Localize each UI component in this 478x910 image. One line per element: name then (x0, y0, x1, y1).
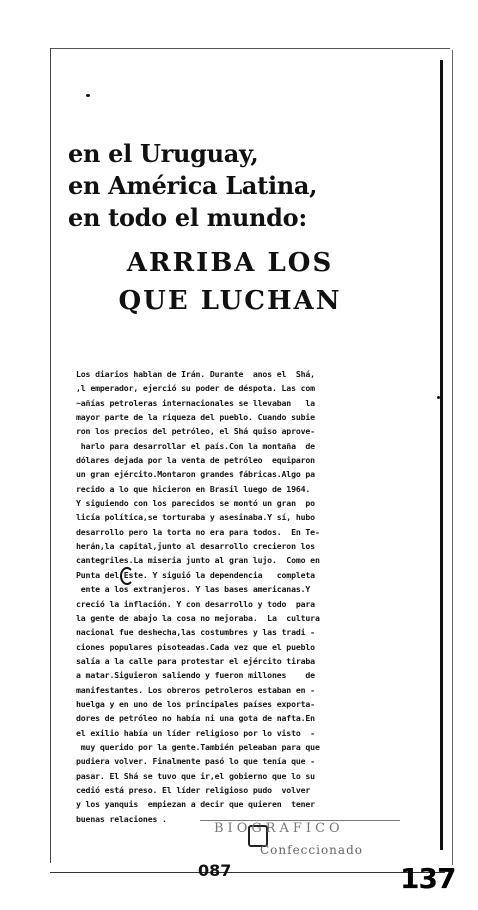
body-line: licía política,se torturaba y asesinaba.Y sí, hubo (76, 512, 315, 523)
page-edge-top (50, 48, 450, 49)
body-line: pasar. El Shá se tuvo que ir,el gobierno que lo su (76, 770, 315, 781)
body-line: harlo para desarrollar el país.Con la montaña de (76, 440, 315, 451)
body-line: dólares dejada por la venta de petróleo equiparon (76, 455, 315, 466)
body-line: nacional fue deshecha,las costumbres y las tradi - (76, 627, 315, 638)
body-line: recido a lo que hicieron en Brasil luego de 1964. (76, 483, 311, 494)
body-line: el exilio había un líder religioso por lo visto - (76, 727, 315, 738)
body-line: cantegriles.La miseria junto al gran lujo. Como en (76, 555, 320, 566)
stamp-bottom-text: Confeccionado (260, 843, 363, 857)
body-line: herán,la capital,junto al desarrollo crecieron los (76, 541, 315, 552)
page-edge-bottom (50, 872, 445, 873)
body-line: desarrollo pero la torta no era para todos. En Te- (76, 526, 320, 537)
body-line: Los diarios hablan de Irán. Durante anos el Shá, (76, 369, 315, 379)
headline-line: en todo el mundo: (68, 203, 307, 232)
body-line: creció la inflación. Y con desarrollo y todo para (76, 598, 315, 609)
article-body (76, 367, 432, 826)
body-line: cedió está preso. El líder religioso pudo volver (76, 784, 311, 795)
stamp-top-text: BIOGRAFICO (214, 821, 344, 836)
page-edge-right-outer (452, 50, 453, 865)
folio-number-left: 087 (198, 861, 232, 880)
ink-speck (86, 94, 90, 97)
body-line: ente a los extranjeros. Y las bases americanas.Y (76, 584, 311, 595)
body-line: buenas relaciones . (76, 813, 167, 824)
body-line: salía a la calle para protestar el ejército tiraba (76, 655, 315, 666)
ink-blot (120, 567, 134, 585)
body-line: pudiera volver. Finalmente pasó lo que tenía que - (76, 756, 315, 767)
headline-line: en el Uruguay, (68, 139, 259, 168)
headline (68, 138, 317, 234)
body-line: y los yanquis empiezan a decir que quieren tener (76, 799, 315, 810)
body-line: mayor parte de la riqueza del pueblo. Cuando subie (76, 412, 315, 423)
body-line: ron los precios del petróleo, el Shá quiso aprove- (76, 426, 315, 437)
body-line: manifestantes. Los obreros petroleros estaban en - (76, 684, 315, 695)
headline-line: en América Latina, (68, 171, 318, 200)
folio-number-right: 137 (400, 862, 456, 895)
page-edge-right (440, 60, 443, 850)
slogan-line-2: QUE LUCHAN (118, 286, 342, 316)
body-line: la gente de abajo la cosa no mejoraba. La cultura (76, 612, 320, 623)
body-line: ~añías petroleras internacionales se llevaban la (76, 397, 315, 408)
ink-speck (437, 396, 440, 399)
page-edge-left (50, 48, 51, 863)
body-line: Y siguiendo con los parecidos se montó un gran po (76, 498, 315, 509)
body-line: a matar.Siguieron saliendo y fueron millones de (76, 670, 315, 681)
body-line: Punta del Este. Y siguió la dependencia completa (76, 569, 315, 580)
body-line: huelga y en uno de los principales países exporta- (76, 698, 315, 709)
archive-stamp (200, 820, 400, 865)
body-line: ,l emperador, ejerció su poder de déspota. Las com (76, 383, 315, 394)
body-line: un gran ejército.Montaron grandes fábricas.Algo pa (76, 469, 315, 480)
body-line: muy querido por la gente.También peleaban para que (76, 741, 320, 752)
body-line: ciones populares pisoteadas.Cada vez que el pueblo (76, 641, 315, 652)
body-line: dores de petróleo no había ni una gota de nafta.En (76, 713, 315, 724)
slogan-line-1: ARRIBA LOS (126, 248, 334, 278)
